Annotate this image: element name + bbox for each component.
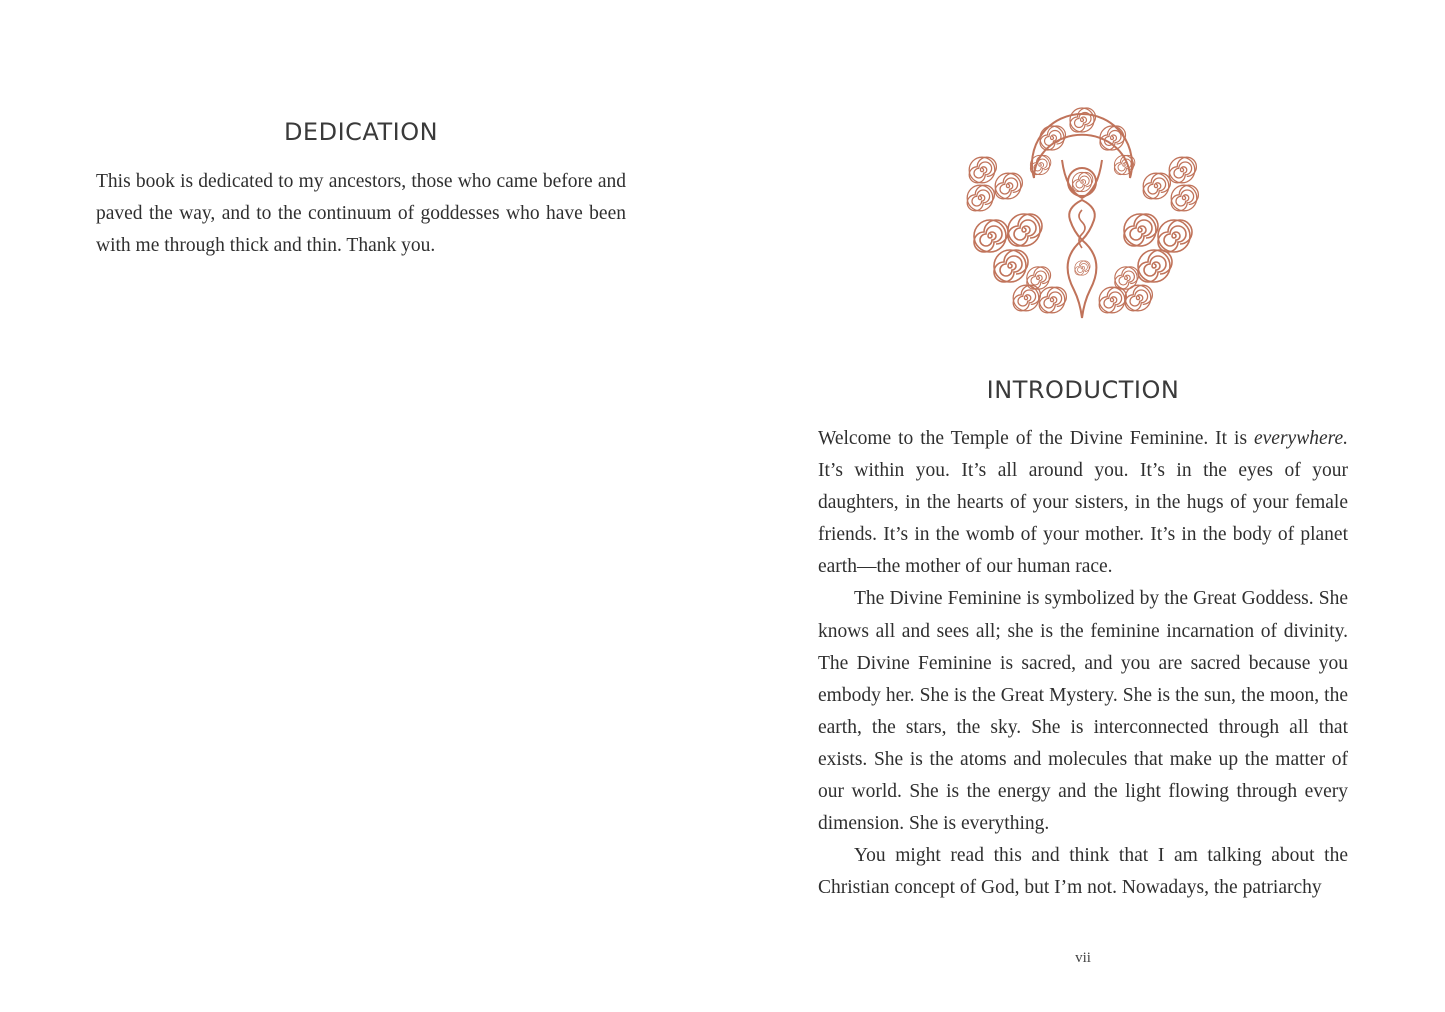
intro-paragraph-1 bbox=[818, 423, 1348, 583]
introduction-heading: INTRODUCTION bbox=[986, 376, 1180, 404]
right-page bbox=[722, 0, 1445, 1012]
intro-paragraph-3: You might read this and think that I am talking about the Christian concept of God, but I’m not. Nowadays, the patriarchy bbox=[818, 845, 1348, 899]
dedication-paragraph: This book is dedicated to my ancestors, those who came before and paved the way, and to the continuum of goddesses who have been with me through thick and thin. Thank you. bbox=[96, 171, 626, 257]
left-page bbox=[0, 0, 722, 1012]
dedication-text bbox=[96, 166, 626, 262]
intro-p1-end: It’s within you. It’s all around you. It’s in the eyes of your daughters, in the hearts of your sisters, in the hugs of your female friends. It’s in the womb of your mother. It’s in the body of planet earth—the mother of our human race. bbox=[818, 460, 1348, 578]
page-number: vii bbox=[1075, 950, 1091, 966]
dedication-heading: DEDICATION bbox=[283, 118, 439, 146]
spiral-goddess-emblem-icon bbox=[962, 90, 1202, 326]
intro-paragraph-2: The Divine Feminine is symbolized by the Great Goddess. She knows all and sees all; she is the feminine incarnation of divinity. The Divine Feminine is sacred, and you are sacred because you embody her. She is the Great Mystery. She is the sun, the moon, the earth, the stars, the sky. She is interconnected through all that exists. She is the atoms and molecules that make up the matter of our world. She is the energy and the light flowing through every dimension. She is everything. bbox=[818, 588, 1348, 835]
intro-p1-emphasis: everywhere. bbox=[1253, 428, 1348, 449]
introduction-text bbox=[818, 423, 1348, 904]
intro-p1-start: Welcome to the Temple of the Divine Feminine. It is bbox=[818, 428, 1254, 449]
